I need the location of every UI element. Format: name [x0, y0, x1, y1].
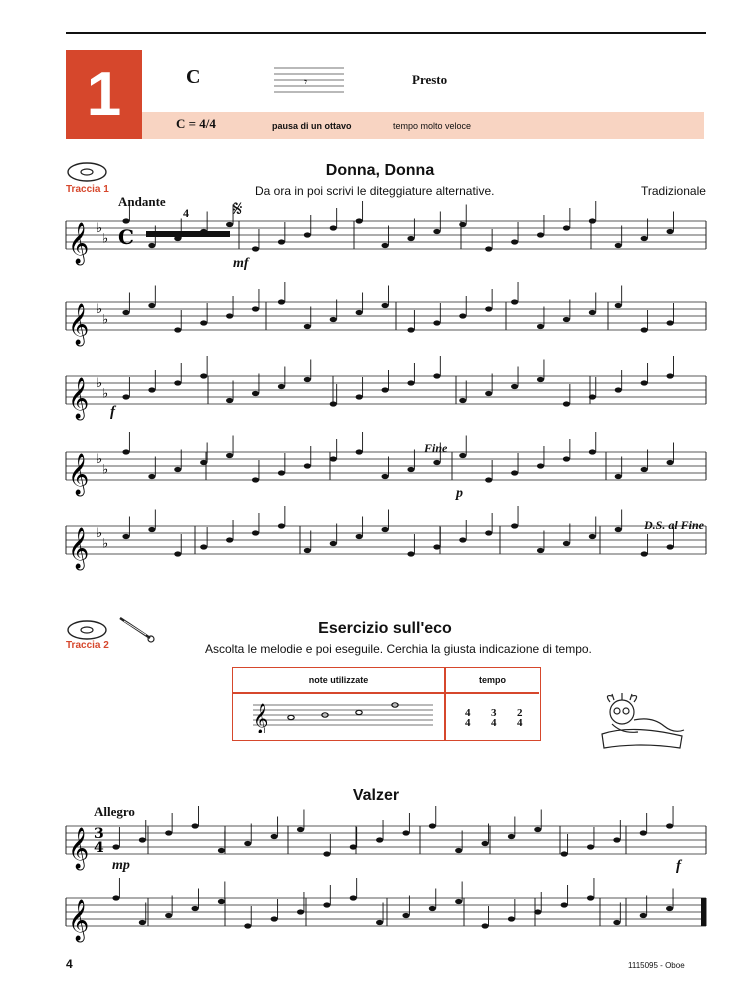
note-head — [278, 523, 285, 528]
note-head — [191, 906, 198, 911]
note-head — [148, 527, 155, 532]
note-head — [244, 923, 251, 928]
note-head — [148, 243, 155, 248]
note-head — [589, 534, 596, 539]
piece1-title: Donna, Donna — [325, 162, 435, 179]
note-head — [278, 384, 285, 389]
note-head — [537, 324, 544, 329]
common-time-symbol: C — [186, 66, 201, 88]
final-barline — [701, 898, 706, 926]
note-head — [174, 380, 181, 385]
note-head — [561, 851, 568, 856]
track-label-1: Traccia 1 — [66, 184, 109, 195]
treble-clef: 𝄞 — [68, 223, 90, 264]
note-head — [122, 310, 129, 315]
key-flat-b: ♭ — [96, 302, 103, 317]
note-head — [218, 899, 225, 904]
note-head — [304, 377, 311, 382]
piece1-subtitle: Da ora in poi scrivi le diteggiature alternative. — [255, 184, 495, 198]
note-head — [511, 299, 518, 304]
note-head — [174, 327, 181, 332]
note-head — [191, 823, 198, 828]
note-head — [200, 544, 207, 549]
key-flat-e: ♭ — [102, 386, 109, 402]
note-head — [563, 401, 570, 406]
notes-tempo-table — [232, 667, 541, 741]
note-head — [271, 834, 278, 839]
key-flat-e: ♭ — [102, 231, 109, 247]
note-head — [350, 844, 357, 849]
cartoon-illustration — [592, 690, 688, 750]
note-head — [615, 243, 622, 248]
note-head — [148, 303, 155, 308]
note-head — [561, 902, 568, 907]
piece2-subtitle: Ascolta le melodie e poi eseguile. Cerchia la giusta indicazione di tempo. — [205, 642, 592, 656]
note-head — [148, 474, 155, 479]
time-signature-top: 3 — [94, 826, 104, 842]
note-head — [330, 541, 337, 546]
note-head — [330, 456, 337, 461]
note-head — [615, 387, 622, 392]
page-number: 4 — [66, 957, 73, 971]
note-head — [433, 544, 440, 549]
note-head — [252, 306, 259, 311]
multirest-count: 4 — [183, 206, 189, 220]
edition-code: 1115095 - Oboe — [628, 961, 685, 970]
note-head — [122, 449, 129, 454]
time-signature-bottom: 4 — [94, 840, 104, 856]
note-head — [226, 222, 233, 227]
note-head — [459, 222, 466, 227]
note-head — [304, 324, 311, 329]
note-head — [407, 467, 414, 472]
key-flat-e: ♭ — [102, 312, 109, 328]
note-head — [356, 394, 363, 399]
note-head — [356, 449, 363, 454]
key-flat-e: ♭ — [102, 462, 109, 478]
key-flat-b: ♭ — [96, 221, 103, 236]
note-head — [511, 523, 518, 528]
note-head — [226, 537, 233, 542]
note-head — [407, 380, 414, 385]
note-head — [641, 327, 648, 332]
note-head — [407, 236, 414, 241]
dynamic-f-valzer: f — [676, 858, 681, 874]
note-head — [511, 470, 518, 475]
lesson-number-badge: 1 — [66, 50, 142, 139]
note-head — [589, 218, 596, 223]
note-head — [278, 239, 285, 244]
note-head — [615, 527, 622, 532]
time-equation: C = 4/4 — [176, 116, 216, 131]
note-head — [455, 899, 462, 904]
track-label-2: Traccia 2 — [66, 640, 109, 651]
note-head — [666, 229, 673, 234]
note-head — [511, 384, 518, 389]
tempo-caption: tempo molto veloce — [393, 121, 472, 131]
note-head — [429, 906, 436, 911]
note-head — [330, 225, 337, 230]
table-divider-horizontal — [233, 692, 539, 694]
note-head — [641, 467, 648, 472]
note-head — [485, 306, 492, 311]
note-head — [381, 303, 388, 308]
note-head — [200, 460, 207, 465]
note-head — [615, 474, 622, 479]
piece3-title: Valzer — [352, 787, 400, 804]
note-head — [139, 837, 146, 842]
note-head — [381, 527, 388, 532]
note-head — [485, 530, 492, 535]
piece1-tempo: Andante — [118, 194, 166, 209]
tempo-term: Presto — [412, 72, 448, 87]
note-head — [481, 841, 488, 846]
note-head — [323, 851, 330, 856]
note-head — [376, 837, 383, 842]
note-head — [537, 377, 544, 382]
note-head — [508, 834, 515, 839]
note-head — [122, 394, 129, 399]
note-head — [200, 373, 207, 378]
note-head — [563, 225, 570, 230]
note-head — [587, 895, 594, 900]
note-head — [563, 317, 570, 322]
note-head — [459, 537, 466, 542]
key-flat-b: ♭ — [96, 376, 103, 391]
note-head — [226, 453, 233, 458]
fine-marking: Fine — [424, 441, 448, 455]
note-head — [402, 913, 409, 918]
note-head — [356, 310, 363, 315]
svg-text:𝄾: 𝄾 — [304, 75, 308, 89]
cd-icon — [66, 618, 108, 642]
piece2-title: Esercizio sull'eco — [318, 620, 452, 637]
note-head — [433, 373, 440, 378]
note-head — [433, 229, 440, 234]
table-header-tempo: tempo — [479, 675, 506, 685]
note-head — [407, 327, 414, 332]
note-head — [666, 460, 673, 465]
dynamic-f: f — [110, 404, 115, 420]
note-head — [666, 373, 673, 378]
ds-al-fine-marking: D.S. al Fine — [644, 518, 705, 532]
note-head — [226, 398, 233, 403]
note-head — [174, 467, 181, 472]
note-head — [511, 239, 518, 244]
note-head — [433, 320, 440, 325]
note-head — [640, 830, 647, 835]
note-head — [218, 848, 225, 853]
note-head — [381, 243, 388, 248]
note-head — [376, 920, 383, 925]
note-head — [481, 923, 488, 928]
note-head — [589, 310, 596, 315]
note-head — [356, 534, 363, 539]
note-head — [666, 544, 673, 549]
note-head — [402, 830, 409, 835]
note-head — [330, 317, 337, 322]
note-head — [641, 236, 648, 241]
note-head — [485, 477, 492, 482]
note-head — [615, 303, 622, 308]
key-flat-b: ♭ — [96, 526, 103, 541]
segno-sign: 𝄋 — [233, 196, 243, 221]
key-flat-b: ♭ — [96, 452, 103, 467]
note-head — [666, 320, 673, 325]
note-head — [508, 916, 515, 921]
note-head — [407, 551, 414, 556]
common-time-signature: C — [118, 225, 134, 249]
note-head — [122, 218, 129, 223]
note-head — [459, 453, 466, 458]
note-head — [323, 902, 330, 907]
note-head — [278, 470, 285, 475]
time-sig-option-3[interactable]: 2 4 — [517, 707, 523, 729]
dynamic-p: p — [456, 486, 463, 501]
note-head — [122, 534, 129, 539]
key-flat-e: ♭ — [102, 536, 109, 552]
note-head — [139, 920, 146, 925]
note-head — [537, 232, 544, 237]
note-head — [252, 246, 259, 251]
note-head — [165, 830, 172, 835]
note-head — [381, 387, 388, 392]
treble-clef: 𝄞 — [68, 378, 90, 419]
svg-text:𝄞: 𝄞 — [253, 704, 269, 733]
treble-clef: 𝄞 — [68, 304, 90, 345]
note-head — [589, 394, 596, 399]
note-head — [613, 920, 620, 925]
note-head — [356, 218, 363, 223]
note-head — [433, 460, 440, 465]
note-head — [304, 232, 311, 237]
note-head — [112, 844, 119, 849]
note-head — [278, 299, 285, 304]
note-head — [534, 909, 541, 914]
note-head — [666, 906, 673, 911]
note-head — [350, 895, 357, 900]
note-head — [252, 391, 259, 396]
note-head — [537, 463, 544, 468]
treble-clef: 𝄞 — [68, 528, 90, 569]
note-head — [252, 530, 259, 535]
dynamic-mf: mf — [233, 256, 249, 271]
piece3-tempo: Allegro — [94, 804, 135, 819]
note-head — [563, 541, 570, 546]
note-head — [330, 401, 337, 406]
note-head — [112, 895, 119, 900]
oboe-icon — [116, 614, 156, 644]
note-head — [297, 909, 304, 914]
note-head — [381, 474, 388, 479]
note-head — [174, 551, 181, 556]
note-head — [165, 913, 172, 918]
dynamic-mp: mp — [112, 858, 130, 873]
note-head — [226, 313, 233, 318]
treble-clef: 𝄞 — [68, 828, 90, 869]
note-head — [297, 827, 304, 832]
note-head — [640, 913, 647, 918]
treble-clef: 𝄞 — [68, 900, 90, 941]
note-head — [641, 380, 648, 385]
note-head — [200, 320, 207, 325]
note-head — [534, 827, 541, 832]
table-header-notes: note utilizzate — [308, 675, 369, 685]
multirest-bar — [146, 231, 230, 237]
note-head — [244, 841, 251, 846]
note-head — [455, 848, 462, 853]
note-head — [252, 477, 259, 482]
note-head — [666, 823, 673, 828]
rest-caption: pausa di un ottavo — [272, 121, 352, 131]
note-head — [304, 548, 311, 553]
piece1-composer: Tradizionale — [641, 184, 706, 198]
note-head — [613, 837, 620, 842]
note-head — [148, 387, 155, 392]
note-head — [429, 823, 436, 828]
note-head — [641, 551, 648, 556]
note-head — [459, 313, 466, 318]
note-head — [563, 456, 570, 461]
note-head — [485, 246, 492, 251]
notes-staff — [253, 701, 433, 733]
note-head — [587, 844, 594, 849]
time-sig-option-2[interactable]: 3 4 — [491, 707, 497, 729]
time-sig-option-1[interactable]: 4 4 — [465, 707, 471, 729]
note-head — [271, 916, 278, 921]
note-head — [589, 449, 596, 454]
note-head — [537, 548, 544, 553]
note-head — [304, 463, 311, 468]
treble-clef: 𝄞 — [68, 454, 90, 495]
note-head — [485, 391, 492, 396]
note-head — [459, 398, 466, 403]
